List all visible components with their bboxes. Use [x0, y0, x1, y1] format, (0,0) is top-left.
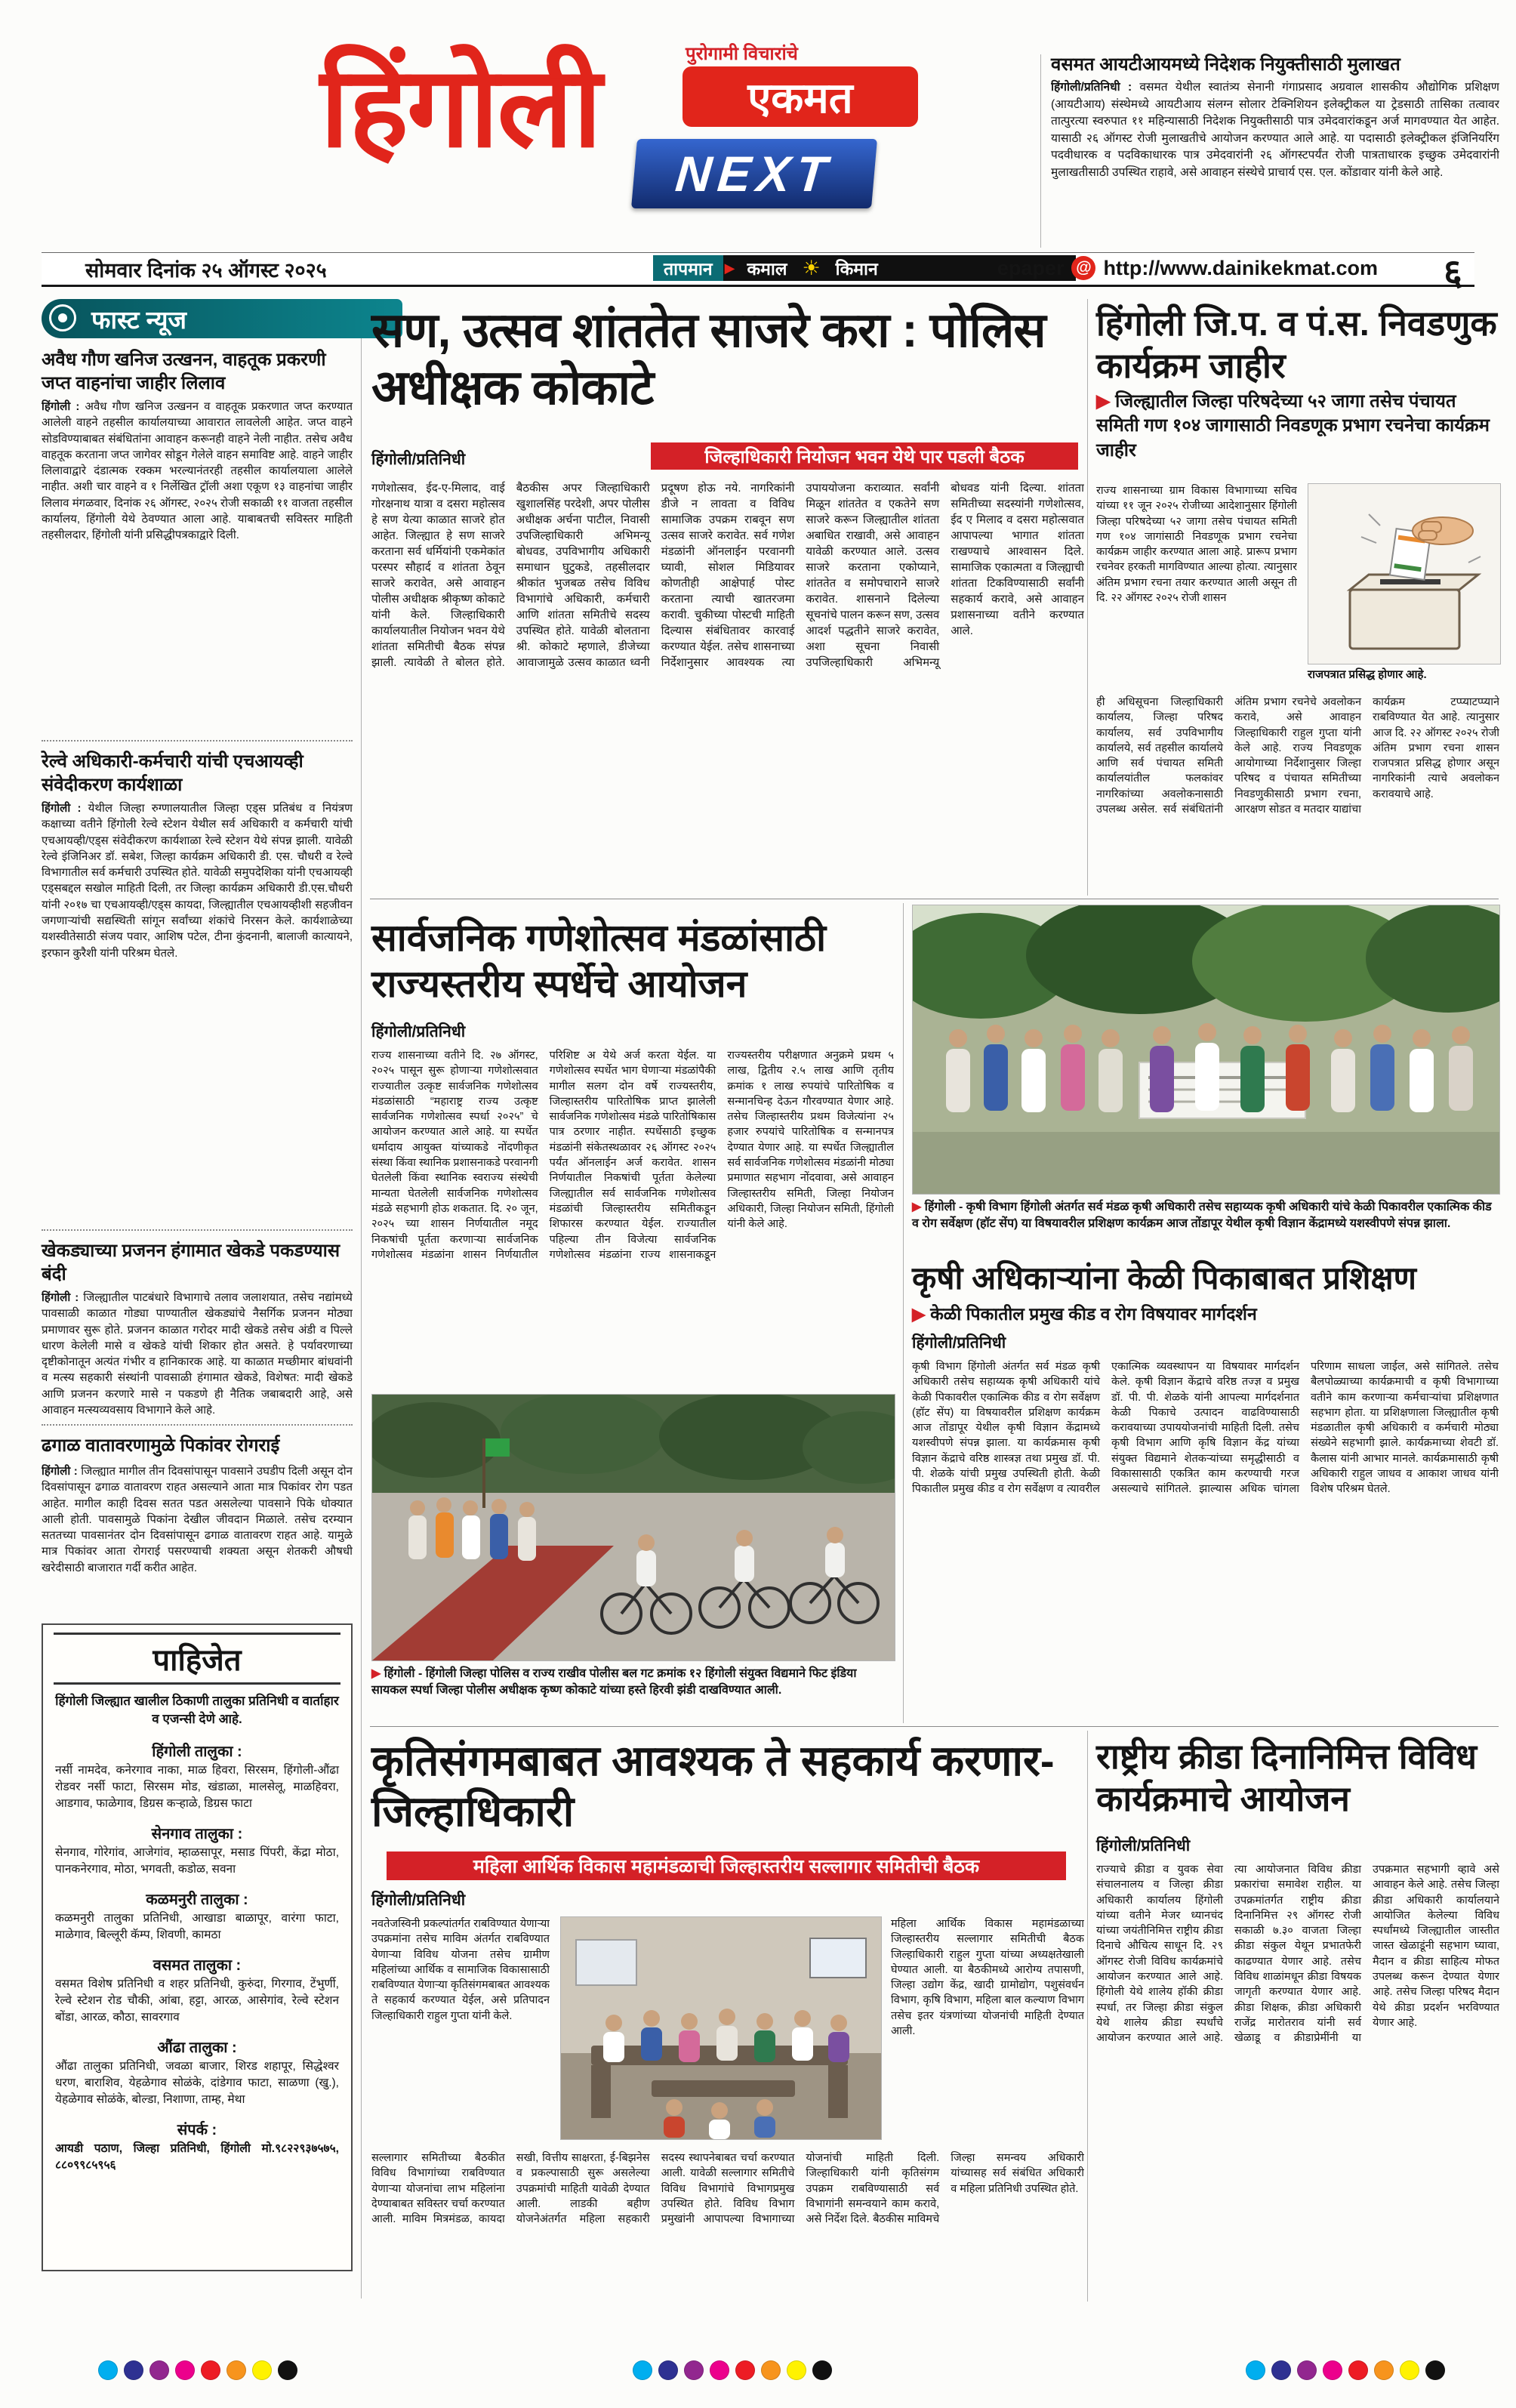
- wanted-section-title: वसमत तालुका :: [153, 1956, 242, 1974]
- cycle-rally-photo: [371, 1394, 895, 1661]
- column-rule-right-bottom: [1087, 1731, 1088, 2302]
- dotted-separator: [42, 1424, 353, 1426]
- column-rule-right-top: [1087, 299, 1088, 896]
- fast-news-item-body: [42, 800, 353, 1220]
- fast-news-item-title: रेल्वे अधिकारी-कर्मचारी यांची एचआयव्ही संवेदीकरण कार्यशाळा: [42, 751, 304, 795]
- fast-news-item-body: [42, 1290, 353, 1417]
- wanted-box: [42, 1623, 353, 2271]
- wanted-section-body: औंढा तालुका प्रतिनिधी, जवळा बाजार, शिरड शहापूर, सिद्धेश्वर धरण, बाराशिव, येहळेगाव सोळंके, दांडेगाव फाटा, साळणा (खु.), येहळेगाव सोळंके, बोल्डा, निशाणा, ताम्ह, मेथा: [55, 2059, 339, 2106]
- election-photo: [1308, 483, 1501, 664]
- fast-news-title: फास्ट न्यूज: [91, 305, 186, 334]
- agri-headline: कृषी अधिकाऱ्यांना केळी पिकाबाबत प्रशिक्षण: [912, 1260, 1416, 1296]
- wanted-section-title: सेनगाव तालुका :: [151, 1825, 243, 1842]
- top-right-lead: हिंगोली/प्रतिनिधी :: [1051, 81, 1140, 94]
- arrow-icon: ▶: [724, 260, 735, 276]
- dotted-separator: [42, 1229, 353, 1231]
- sports-body: राज्याचे क्रीडा व युवक सेवा संचालनालय व जिल्हा क्रीडा अधिकारी कार्यालय हिंगोली यांच्या वतीने मेजर ध्यानचंद यांच्या जयंतीनिमित्त राष्ट्रीय क्रीडा दिनाचे औचित्य साधून दि. २९ ऑगस्ट रोजी विविध कार्यक्रमांचे आयोजन करण्यात आले आहे. हिंगोली येथे शालेय हॉकी क्रीडा स्पर्धा, तर जिल्हा क्रीडा संकुल येथे शालेय क्रीडा स्पर्धांचे आयोजन करण्यात आले आहे. त्या आयोजनात विविध क्रीडा प्रकारांचा समावेश राहील. या उपक्रमांतर्गत राष्ट्रीय क्रीडा दिनानिमित्त २९ ऑगस्ट रोजी सकाळी ७.३० वाजता जिल्हा क्रीडा संकुल येथून प्रभातफेरी काढण्यात येणार आहे. तसेच विविध शाळांमधून क्रीडा विषयक जागृती करण्यात येणार आहे. क्रीडा शिक्षक, क्रीडा अधिकारी राजेंद्र मारोतराव यांनी सर्व खेळाडू व क्रीडाप्रेमींनी या उपक्रमात सहभागी व्हावे असे आवाहन केले आहे. तसेच जिल्हा क्रीडा अधिकारी कार्यालयाने आयोजित केलेल्या विविध स्पर्धांमध्ये जिल्ह्यातील जास्तीत जास्त खेळाडूंनी सहभाग घ्यावा, मैदान व क्रीडा साहित्य मोफत उपलब्ध करून देण्यात येणार आहे. तसेच जिल्हा परिषद मैदान येथे क्रीडा प्रदर्शन भरविण्यात येणार आहे.: [1096, 1864, 1499, 2045]
- top-right-article: [1051, 53, 1499, 247]
- wanted-section-body: कळमनुरी तालुका प्रतिनिधी, आखाडा बाळापूर, वारंगा फाटा, माळेगाव, बिल्लूरी कॅम्प, शिवणी, कामठा: [55, 1911, 339, 1941]
- kruti-headline: कृतिसंगमबाबत आवश्यक ते सहकार्य करणार-जिल्हाधिकारी: [371, 1737, 1055, 1836]
- masthead-tagline: पुरोगामी विचारांचे: [686, 44, 798, 64]
- kruti-body-right: महिला आर्थिक विकास महामंडळाच्या जिल्हास्तरीय सल्लागार समितीची बैठक जिल्हाधिकारी राहुल गुप्ता यांच्या अध्यक्षतेखाली घेण्यात आली. या बैठकीमध्ये आरोग्य तपासणी, जिल्हा उद्योग केंद्र, खादी ग्रामोद्योग, पशुसंवर्धन विभाग, कृषि विभाग, महिला बाल कल्याण विभाग तसेच इतर यंत्रणांच्या योजनांची माहिती देण्यात आली.: [891, 1918, 1084, 2038]
- election-headline: हिंगोली जि.प. व पं.स. निवडणुक कार्यक्रम जाहीर: [1096, 304, 1497, 386]
- wanted-section-title: औंढा तालुका :: [157, 2039, 237, 2056]
- wanted-section-title: संपर्क :: [177, 2121, 217, 2138]
- fast-news-item-body: [42, 1463, 353, 1610]
- sun-icon: ☀: [802, 256, 821, 279]
- item-lead: हिंगोली :: [42, 802, 88, 815]
- dateline-date: सोमवार दिनांक २५ ऑगस्ट २०२५: [85, 258, 327, 282]
- cycle-photo-caption: ▶ हिंगोली - हिंगोली जिल्हा पोलिस व राज्य राखीव पोलीस बल गट क्रमांक १२ हिंगोली संयुक्त विद्यमाने फिट इंडिया सायकल स्पर्धा जिल्हा पोलीस अधीक्षक कृष्ण कोकाटे यांच्या हस्ते हिरवी झंडी दाखविण्यात आली.: [371, 1666, 894, 1698]
- group-photo-illustration: [913, 905, 1499, 1194]
- wanted-section-title: हिंगोली तालुका :: [152, 1743, 242, 1760]
- main-kicker: जिल्हाधिकारी नियोजन भवन येथे पार पडली बैठक: [651, 442, 1078, 470]
- item-lead: हिंगोली :: [42, 400, 85, 413]
- kruti-body-bottom: सल्लागार समितीच्या बैठकीत विविध विभागांच्या राबविण्यात येणाऱ्या योजनांचा लाभ महिलांना देण्याबाबत सविस्तर चर्चा करण्यात आली. माविम मित्रमंडळ, कायदा सखी, वित्तीय साक्षरता, ई-बिझनेस व प्रकल्पासाठी सुरू असलेल्या उपक्रमांची माहिती यावेळी देण्यात आली. लाडकी बहीण योजनेअंतर्गत महिला सहकारी सदस्य स्थापनेबाबत चर्चा करण्यात आली. यावेळी सल्लागार समितीचे विविध विभागांचे विभागप्रमुख उपस्थित होते. विविध विभाग प्रमुखांनी आपापल्या विभागाच्या योजनांची माहिती दिली. जिल्हाधिकारी यांनी कृतिसंगम उपक्रम राबविण्यासाठी सर्व विभागांनी समन्वयाने काम करावे, असे निर्देश दिले. बैठकीस माविमचे जिल्हा समन्वय अधिकारी यांच्यासह सर्व संबंधित अधिकारी व महिला प्रतिनिधी उपस्थित होते.: [371, 2152, 1084, 2226]
- item-lead: हिंगोली :: [42, 1291, 84, 1304]
- item-lead: हिंगोली :: [42, 1465, 82, 1478]
- wanted-intro: हिंगोली जिल्ह्यात खालील ठिकाणी तालुका प्रतिनिधी व वार्ताहार व एजन्सी देणे आहे.: [55, 1694, 339, 1726]
- top-right-body: [1051, 79, 1499, 247]
- wanted-section-body: सेनगाव, गोरेगांव, आजेगांव, म्हाळसापूर, मसाड पिंपरी, केंद्रा मोठा, पानकनेरगाव, मोठा, भगवती, कडोळ, सवना: [55, 1845, 339, 1876]
- sports-headline: राष्ट्रीय क्रीडा दिनानिमित्त विविध कार्यक्रमाचे आयोजन: [1096, 1737, 1477, 1819]
- epaper-url: http://www.dainikekmat.com: [1103, 256, 1378, 279]
- masthead-logo: एकमत: [683, 66, 918, 127]
- fast-news-item-title: खेकड्याच्या प्रजनन हंगामात खेकडे पकडण्यास बंदी: [42, 1241, 340, 1284]
- cycle-rally-illustration: [372, 1395, 895, 1660]
- fast-news-header: [42, 299, 402, 338]
- agri-byline: हिंगोली/प्रतिनिधी: [912, 1334, 1006, 1352]
- masthead-next-logo: NEXT: [631, 139, 877, 208]
- dotted-separator: [42, 740, 353, 742]
- training-photo-caption: ▶ हिंगोली - कृषी विभाग हिंगोली अंतर्गत सर्व मंडळ कृषी अधिकारी तसेच सहाय्यक कृषी अधिकारी यांचे केळी पिकावरील एकात्मिक कीड व रोग सर्वेक्षण (हॉट सेंप) या विषयावरील प्रशिक्षण कार्यक्रम आज तोंडापूर येथील कृषी विज्ञान केंद्रामध्ये यशस्वीपणे संपन्न झाला.: [912, 1199, 1499, 1232]
- fast-news-item-title: अवैध गौण खनिज उत्खनन, वाहतूक प्रकरणी जप्त वाहनांचा जाहीर लिलाव: [42, 350, 326, 393]
- main-byline: हिंगोली/प्रतिनिधी: [371, 451, 466, 468]
- wanted-header: पाहिजेत: [54, 1633, 340, 1685]
- election-photo-caption: राजपत्रात प्रसिद्ध होणार आहे.: [1308, 668, 1427, 681]
- election-intro: ▶ जिल्ह्यातील जिल्हा परिषदेच्या ५२ जागा तसेच पंचायत समिती गण १०४ जागासाठी निवडणूक प्रभाग रचनेचा कार्यक्रम जाहीर: [1096, 390, 1499, 463]
- page-number: ६: [1444, 253, 1462, 293]
- epaper-label: epaper: [997, 256, 1065, 279]
- ganesh-byline: हिंगोली/प्रतिनिधी: [371, 1023, 466, 1041]
- main-body: गणेशोत्सव, ईद-ए-मिलाद, वाई गोरक्षनाथ यात्रा व दसरा महोत्सव हे सण येत्या काळात साजरे होत आहेत. जिल्ह्यात हे सण साजरे करताना सर्व धर्मियांनी एकमेकांत परस्पर सौहार्द व शांतता ठेवून साजरे करावेत, असे आवाहन पोलीस अधीक्षक श्रीकृष्ण कोकाटे यांनी केले. जिल्हाधिकारी कार्यालयातील नियोजन भवन येथे शांतता समितीची बैठक संपन्न झाली. त्यावेळी ते बोलत होते. बैठकीस अपर जिल्हाधिकारी खुशालसिंह परदेशी, अपर पोलीस अधीक्षक अर्चना पाटील, निवासी उपजिल्हाधिकारी अभिमन्यू बोधवड, उपविभागीय अधिकारी समाधान घुटुकडे, तहसीलदार श्रीकांत भुजबळ तसेच विविध विभागांचे अधिकारी, कर्मचारी आणि शांतता समितीचे सदस्य उपस्थित होते. यावेळी बोलताना श्री. कोकाटे म्हणाले, डीजेच्या आवाजामुळे उत्सव काळात ध्वनी प्रदूषण होऊ नये. नागरिकांनी डीजे न लावता व विविध सामाजिक उपक्रम राबवून सण उत्सव साजरे करावेत. सर्व गणेश मंडळांनी ऑनलाईन परवानगी घ्यावी, सोशल मिडियावर कोणतीही आक्षेपार्ह पोस्ट करताना त्याची खातरजमा करावी. चुकीच्या पोस्टची माहिती दिल्यास संबंधितावर कारवाई करण्यात येईल. तसेच शासनाच्या निर्देशानुसार आवश्यक त्या उपाययोजना कराव्यात. सर्वांनी मिळून शांततेत व एकतेने सण साजरे करून जिल्ह्यातील शांतता अबाधित राखावी, असे आवाहन यावेळी करण्यात आले. उत्सव साजरे करताना एकोप्याने, शांततेत व समोपचाराने साजरे करावेत. शासनाने दिलेल्या सूचनांचे पालन करून सण, उत्सव आदर्श पद्धतीने साजरे करावेत, अशा सूचना निवासी उपजिल्हाधिकारी अभिमन्यू बोधवड यांनी दिल्या. शांतता समितीच्या सदस्यांनी गणेशोत्सव, ईद ए मिलाद व दसरा महोत्सवात आपापल्या भागात शांतता राखण्याचे आश्वासन दिले. सामाजिक एकात्मता व जिल्ह्याची शांतता टिकविण्यासाठी सर्वांनी सहकार्य करावे, असे आवाहन प्रशासनाच्या वतीने करण्यात आले.: [371, 482, 1084, 669]
- meeting-illustration: [561, 1917, 881, 2139]
- registration-marks-left: [98, 2360, 297, 2380]
- ballot-illustration: [1308, 484, 1500, 664]
- top-right-text: वसमत येथील स्वातंत्र्य सेनानी गंगाप्रसाद अग्रवाल शासकीय औद्योगिक प्रशिक्षण (आयटीआय) संस्थेमध्ये आयटीआय संलग्न सोलार टेक्निशियन इलेक्ट्रीकल या ट्रेडसाठी तासिका तत्वावर तात्पुरत्या स्वरुपात ११ महिन्यासाठी निदेशक नियुक्तीसाठी पात्र उमेदवारांकडून अर्ज मागवण्यात येत आहेत. यासाठी २६ ऑगस्ट रोजी मुलाखतीचे आयोजन करण्यात आले आहे. या पदासाठी इलेक्ट्रीकल इंजिनियरिंग पदवीधारक व पदविकाधारक पात्र उमेदवारांनी २६ ऑगस्टपर्यंत रोजी पात्रताधारक इच्छुक उमेदवारांनी मुलाखतीसाठी उपस्थित राहावे, असे आवाहन संस्थेचे प्राचार्य एस. एल. कोंडावार यांनी केले आहे.: [1051, 81, 1499, 179]
- temp-label: तापमान: [653, 255, 723, 281]
- agri-kicker: ▶ केळी पिकातील प्रमुख कीड व रोग विषयावर मार्गदर्शन: [912, 1303, 1499, 1326]
- item-text: अवैध गौण खनिज उत्खनन व वाहतूक प्रकरणात जप्त करण्यात आलेली वाहने तहसील कार्यालयाच्या आवारात लावलेली आहेत. जप्त वाहने सोडविण्याबाबत संबंधितांना आवाहन करूनही वाहने नेली नाहीत. तसेच अवैध वाहतूक करताना जप्त जागेवर सोडून गेलेले वाहन समाविष्ट आहे. वाहने जाहीर लिलावाद्वारे दंडात्मक रक्कम भरल्यानंतरही तहसील कार्यालयाला आलेले नाहीत. अशी चार वाहने व १ निर्लेखित ट्रॉली अशा एकूण १३ वाहनांचा जाहीर लिलाव मंगळवार, दिनांक २६ ऑगस्ट, २०२५ रोजी सकाळी ११ वाजता तहसील कार्यालय, हिंगोली येथे ठेवण्यात आला आहे. याबाबतची सविस्तर माहिती तहसीलदार, हिंगोली यांनी प्रसिद्धीपत्रकाद्वारे दिली.: [42, 400, 353, 542]
- registration-marks-center: [633, 2360, 832, 2380]
- item-text: जिल्ह्यात मागील तीन दिवसांपासून पावसाने उघडीप दिली असून दोन दिवसांपासून ढगाळ वातावरण राहत असल्याने आता मात्र पिकांवर रोग पडत आहेत. मागील काही दिवस सतत पडत असलेल्या पावसाने पिके धोक्यात आली होती. पावसामुळे पिकांना देखील जीवदान मिळाले. तसेच दरम्यान सततच्या पावसानंतर दोन दिवसांपासून ढगाळ वातावरण राहत आहे. यामुळे मात्र पिकांवर आता रोगराई पसरण्याची शक्यता असून शेतकरी औषधी खरेदीसाठी बाजारात गर्दी करीत आहेत.: [42, 1465, 353, 1574]
- fast-news-icon: [49, 304, 76, 331]
- meeting-photo: [560, 1916, 882, 2140]
- epaper-group: [997, 253, 1378, 283]
- election-body-top: राज्य शासनाच्या ग्राम विकास विभागाच्या सचिव यांच्या ११ जून २०२५ रोजीच्या आदेशानुसार हिंगोली जिल्हा परिषदेच्या ५२ जागा तसेच पंचायत समिती गण १०४ जागांसाठी निवडणूक प्रभाग रचनेचा कार्यक्रम जाहीर करण्यात आला आहे. प्रारूप प्रभाग रचनेवर हरकती मागविण्यात आल्या होत्या. त्यानुसार अंतिम प्रभाग रचना तयार करण्यात आली असून ती दि. २२ ऑगस्ट २०२५ रोजी शासन: [1096, 485, 1297, 605]
- wanted-section-body: नर्सी नामदेव, कनेरगाव नाका, माळ हिवरा, सिरसम, हिंगोली-औंढा रोडवर नर्सी फाटा, सिरसम मोड, खंडाळा, मालसेलू, माळहिवरा, आडगाव, फाळेगाव, डिग्रस कऱ्हाळे, डिग्रस फाटा: [55, 1763, 339, 1810]
- dateline-strip: [42, 252, 1474, 293]
- top-right-headline: वसमत आयटीआयमध्ये निदेशक नियुक्तीसाठी मुलाखत: [1051, 54, 1400, 75]
- ganesh-headline: सार्वजनिक गणेशोत्सव मंडळांसाठी राज्यस्तरीय स्पर्धेचे आयोजन: [371, 917, 827, 1005]
- item-text: जिल्ह्यातील पाटबंधारे विभागाचे तलाव जलाशयात, तसेच नद्यांमध्ये पावसाळी काळात गोड्या पाण्यातील खेकड्यांचे नैसर्गिक प्रजनन मोठ्या प्रमाणावर सुरू होते. प्रजनन काळात गरोदर मादी खेकडे तसेच अंडी व पिल्ले धारण केलेली मासे व खेकडे यांची शिकार होत असते. हे पर्यावरणाच्या दृष्टीकोनातून अत्यंत गंभीर व हानिकारक आहे. या काळात मच्छीमार बांधवांनी व मत्स्य सहकारी संस्थांनी पावसाळी हंगामात खेकडे, विशेषत: मादी खेकडे आणि प्रजनन करणारे मासे न पकडणे ही नैतिक जबाबदारी आहे, असे आवाहन मत्स्यव्यवसाय विभागाने केले आहे.: [42, 1291, 353, 1417]
- fast-news-item-title: ढगाळ वातावरणामुळे पिकांवर रोगराई: [42, 1435, 280, 1456]
- wanted-section-title: कळमनुरी तालुका :: [146, 1891, 248, 1908]
- main-headline: सण, उत्सव शांततेत साजरे करा : पोलिस अधीक्षक कोकाटे: [371, 303, 1046, 415]
- column-rule-left: [361, 299, 362, 2299]
- masthead-brand: हिंगोली: [320, 45, 601, 170]
- masthead-divider: [1040, 54, 1041, 248]
- registration-marks-right: [1246, 2360, 1445, 2380]
- ganesh-body: राज्य शासनाच्या वतीने दि. २७ ऑगस्ट, २०२५ पासून सुरू होणाऱ्या गणेशोत्सवात राज्यातील उत्कृष्ट सार्वजनिक गणेशोत्सव मंडळांसाठी “महाराष्ट्र राज्य उत्कृष्ट सार्वजनिक गणेशोत्सव स्पर्धा २०२५” चे आयोजन करण्यात आले आहे. या स्पर्धेत धर्मादाय आयुक्त यांच्याकडे नोंदणीकृत संस्था किंवा स्थानिक प्रशासनाकडे परवानगी घेतलेली किंवा स्थानिक स्वराज्य संस्थेची मान्यता घेतलेली सार्वजनिक गणेशोत्सव मंडळे सहभागी होऊ शकतात. दि. २० जून, २०२५ च्या शासन निर्णयातील नमूद निकषांची पूर्तता करणाऱ्या सार्वजनिक गणेशोत्सव मंडळांना शासन निर्णयातील परिशिष्ट अ येथे अर्ज करता येईल. या गणेशोत्सव स्पर्धेत भाग घेणाऱ्या मंडळांपैकी मागील सलग दोन वर्षे राज्यस्तरीय, जिल्हास्तरीय पारितोषिक प्राप्त झालेली सार्वजनिक गणेशोत्सव मंडळे पारितोषिकास पात्र ठरणार नाहीत. स्पर्धेसाठी इच्छुक मंडळांनी संकेतस्थळावर २६ ऑगस्ट २०२५ पर्यंत ऑनलाईन अर्ज करावेत. शासन निर्णयातील निकषांची पूर्तता केलेल्या जिल्ह्यातील सर्व सार्वजनिक गणेशोत्सव मंडळांची जिल्हास्तरीय समितीकडून शिफारस करण्यात येईल. राज्यातील पहिल्या तीन विजेत्या सार्वजनिक गणेशोत्सव मंडळांना राज्य शासनाकडून राज्यस्तरीय परीक्षणात अनुक्रमे प्रथम ५ लाख, द्वितीय २.५ लाख आणि तृतीय क्रमांक १ लाख रुपयांचे पारितोषिक व सन्मानचिन्ह देऊन गौरवण्यात येणार आहे. तसेच जिल्हास्तरीय प्रथम विजेत्यांना २५ हजार रुपयांचे पारितोषिक व सन्मानपत्र देण्यात येणार आहे. या स्पर्धेत जिल्ह्यातील सर्व सार्वजनिक गणेशोत्सव मंडळांनी मोठ्या प्रमाणात सहभाग नोंदवावा, असे आवाहन जिल्हास्तरीय समिती, जिल्हा नियोजन अधिकारी, जिल्हा नियोजन समिती, हिंगोली यांनी केले आहे.: [371, 1050, 894, 1261]
- kruti-kicker: महिला आर्थिक विकास महामंडळाची जिल्हास्तरीय सल्लागार समितीची बैठक: [387, 1851, 1066, 1880]
- kruti-body-left: नवतेजस्विनी प्रकल्पांतर्गत राबविण्यात येणाऱ्या उपक्रमांना तसेच माविम अंतर्गत राबविण्यात येणाऱ्या विविध योजना तसेच ग्रामीण महिलांच्या आर्थिक व सामाजिक विकासासाठी राबविण्यात येणाऱ्या कृतिसंगमबाबत आवश्यक ते सहकार्य करण्यात येईल, असे प्रतिपादन जिल्हाधिकारी राहुल गुप्ता यांनी केले.: [371, 1918, 550, 2022]
- wanted-section-body: वसमत विशेष प्रतिनिधी व शहर प्रतिनिधी, कुरुंदा, गिरगाव, टेंभुर्णी, रेल्वे स्टेशन रोड चौकी, आंबा, हट्टा, आरळ, आसेगांव, रेल्वे स्टेशन बोंडा, आरळ, कौठा, सावरगाव: [55, 1977, 339, 2024]
- item-text: येथील जिल्हा रुग्णालयातील जिल्हा एड्स प्रतिबंध व नियंत्रण कक्षाच्या वतीने हिंगोली रेल्वे स्टेशन येथील सर्व अधिकारी व कर्मचारी यांची एचआयव्ही/एड्स संवेदीकरण कार्यशाळा रेल्वे स्टेशन येथे संपन्न झाली. यावेळी रेल्वे इंजिनिअर डॉ. सबेश, जिल्हा कार्यक्रम अधिकारी डी. एस. चौधरी व रेल्वे विभागातील सर्व कर्मचारी उपस्थित होते. यावेळी समुपदेशिका यांनी एचआयव्ही एड्सबद्दल सखोल माहिती दिली, तर जिल्हा कार्यक्रम अधिकारी डी.एस.चौधरी यांनी २०१७ चा एचआयव्ही/एड्स कायदा, जिल्ह्यातील एचआयव्हीशी सहजीवन जगणाऱ्यांची सद्यस्थिती सांगून सर्वांच्या शंकांचे निरसन केले. कार्यशाळेच्या यशस्वीतेसाठी संजय पवार, आशिष पटेल, टीना कुंदनानी, बालाजी कात्यायने, इरफान कुरैशी यांनी परिश्रम घेतले.: [42, 802, 353, 960]
- min-temp-label: किमान: [835, 259, 878, 279]
- at-icon: @: [1071, 256, 1095, 280]
- training-group-photo: [912, 905, 1500, 1195]
- kruti-byline: हिंगोली/प्रतिनिधी: [371, 1892, 466, 1909]
- column-rule-mid: [903, 903, 904, 1723]
- max-temp-label: कमाल: [747, 259, 787, 279]
- election-body-bottom: ही अधिसूचना जिल्हाधिकारी कार्यालय, जिल्हा परिषद कार्यालय, सर्व उपविभागीय कार्यालये, सर्व तहसील कार्यालये आणि सर्व पंचायत समिती कार्यालयांतील फलकांवर नागरिकांच्या अवलोकनासाठी उपलब्ध असेल. सर्व संबंधितांनी अंतिम प्रभाग रचनेचे अवलोकन करावे, असे आवाहन जिल्हाधिकारी राहुल गुप्ता यांनी केले आहे. राज्य निवडणूक आयोगाच्या निर्देशानुसार जिल्हा परिषद व पंचायत समितीच्या निवडणुकीसाठी प्रभाग रचना, आरक्षण सोडत व मतदार याद्यांचा कार्यक्रम टप्प्याटप्प्याने राबविण्यात येत आहे. त्यानुसार आज दि. २२ ऑगस्ट २०२५ रोजी अंतिम प्रभाग रचना शासन राजपत्रात प्रसिद्ध होणार असून नागरिकांनी त्याचे अवलोकन करावयाचे आहे.: [1096, 696, 1499, 816]
- fast-news-item-body: [42, 399, 353, 731]
- section-rule-2: [370, 1726, 1499, 1727]
- agri-body: कृषी विभाग हिंगोली अंतर्गत सर्व मंडळ कृषी अधिकारी तसेच सहाय्यक कृषी अधिकारी यांचे केळी पिकावरील एकात्मिक कीड व रोग सर्वेक्षण (हॉट सेंप) या विषयावरील प्रशिक्षण कार्यक्रम आज तोंडापूर येथील कृषी विज्ञान केंद्रामध्ये यशस्वीपणे संपन्न झाला. या कार्यक्रमास कृषी विज्ञान केंद्राचे वरिष्ठ शास्त्रज्ञ तथा प्रमुख डॉ. पी. पी. शेळके यांची प्रमुख उपस्थिती होती. केळी पिकातील प्रमुख कीड व रोग सर्वेक्षण व त्यावरील एकात्मिक व्यवस्थापन या विषयावर मार्गदर्शन केले. कृषी विज्ञान केंद्राचे वरिष्ठ तज्ज्ञ व प्रमुख डॉ. पी. पी. शेळके यांनी आपल्या मार्गदर्शनात केळी पिकाचे उत्पादन वाढविण्यासाठी करावयाच्या उपाययोजनांची माहिती दिली. तसेच कृषी विभाग आणि कृषि विज्ञान केंद्र यांच्या संयुक्त विद्यमाने शेतकऱ्यांच्या समृद्धीसाठी व विकासासाठी एकत्रित काम करण्याची गरज असल्याचे सांगितले. झाल्यास अधिक चांगला परिणाम साधला जाईल, असे सांगितले. तसेच बैलपोळ्याच्या कार्यक्रमाची व कृषी विभागाच्या वतीने काम करणाऱ्या कर्मचाऱ्यांचा प्रशिक्षणात सहभाग होता. या प्रशिक्षणाला जिल्ह्यातील कृषी मंडळातील कृषी अधिकारी व कर्मचारी मोठ्या संख्येने सहभागी झाले. कार्यक्रमाच्या शेवटी डॉ. कैलास यांनी आभार मानले. कार्यक्रमासाठी कृषी अधिकारी राहुल जाधव व आकाश जाधव यांनी विशेष परिश्रम घेतले.: [912, 1361, 1499, 1496]
- wanted-contact: आयडी पठाण, जिल्हा प्रतिनिधी, हिंगोली मो.९८२२९३७५७५, ८८०९९८५९५६: [55, 2141, 339, 2172]
- sports-byline: हिंगोली/प्रतिनिधी: [1096, 1837, 1191, 1855]
